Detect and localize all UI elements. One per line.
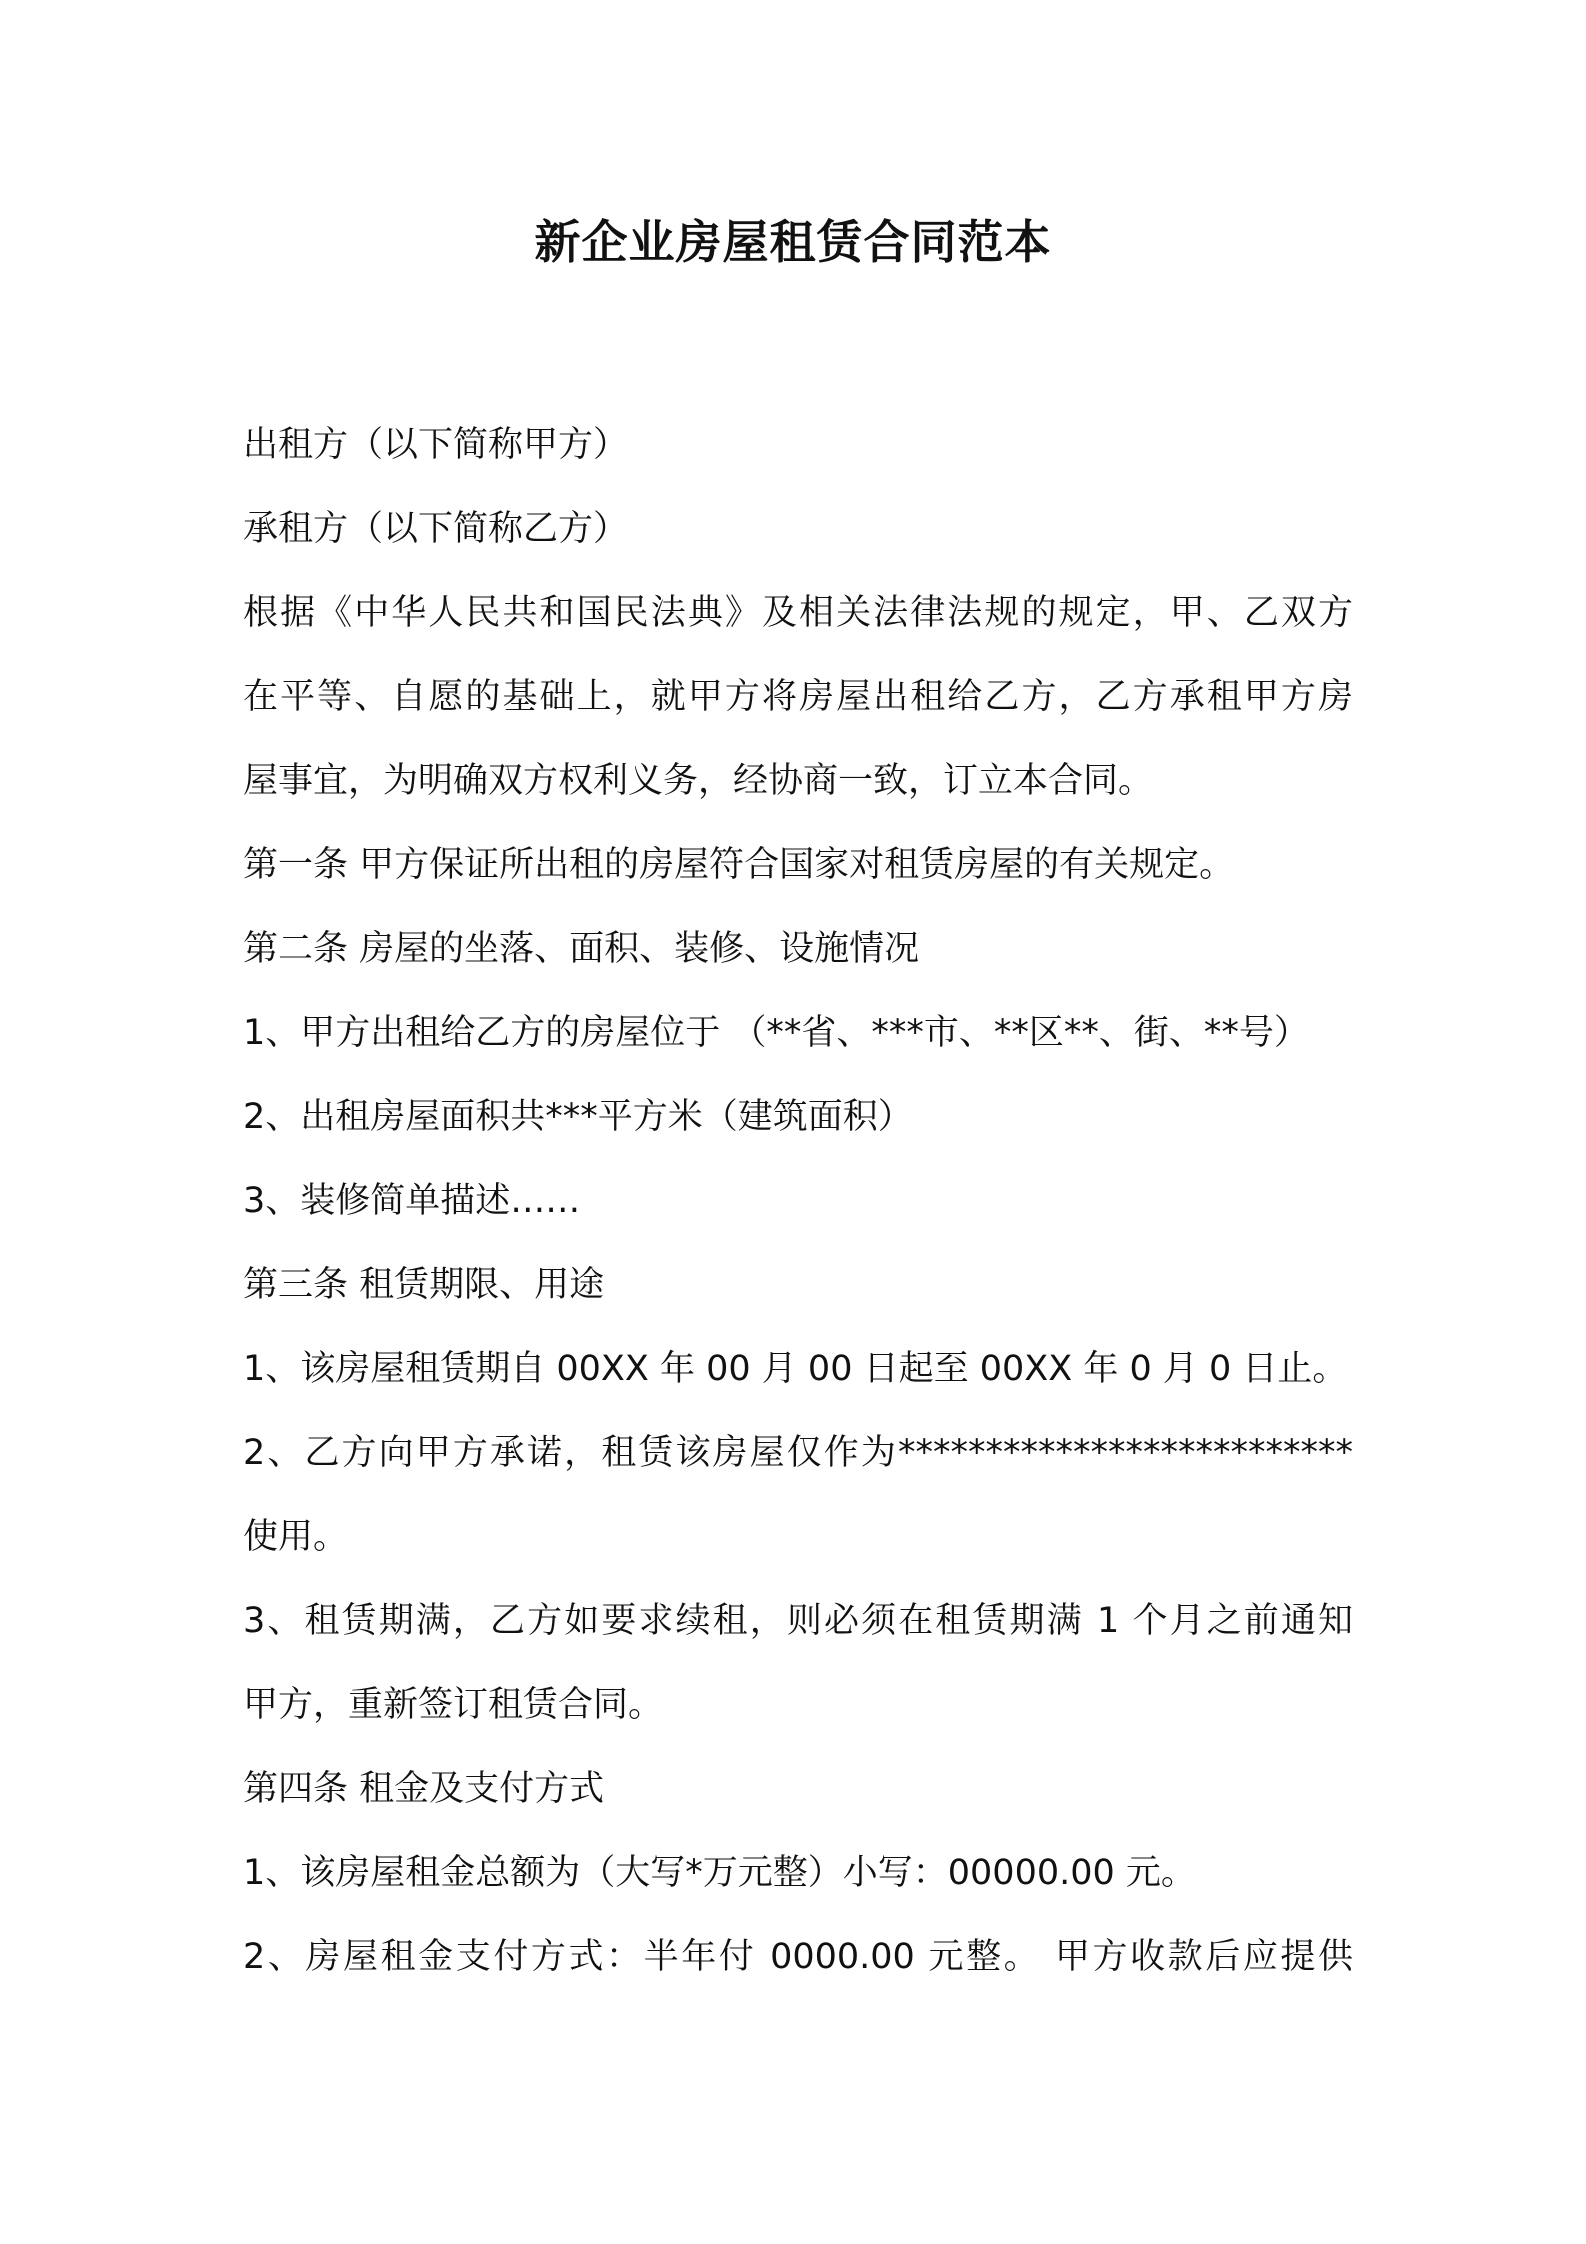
clause-item-usage-2: 使用。 xyxy=(243,1517,349,1557)
clause-line-preamble-2: 在平等、自愿的基础上，就甲方将房屋出租给乙方，乙方承租甲方房 xyxy=(243,677,1353,717)
clause-heading-article-4: 第四条 租金及支付方式 xyxy=(243,1769,605,1809)
clause-item-area: 2、出租房屋面积共***平方米（建筑面积） xyxy=(243,1097,913,1137)
clause-heading-article-2: 第二条 房屋的坐落、面积、装修、设施情况 xyxy=(243,929,920,969)
clause-line-lessor: 出租方（以下简称甲方） xyxy=(243,425,629,465)
clause-item-decoration: 3、装修简单描述…… xyxy=(243,1181,581,1221)
clause-item-rent-total: 1、该房屋租金总额为（大写*万元整）小写：00000.00 元。 xyxy=(243,1853,1196,1893)
clause-item-usage-1: 2、乙方向甲方承诺，租赁该房屋仅作为************************** xyxy=(243,1433,1353,1473)
clause-item-renewal-1: 3、租赁期满，乙方如要求续租，则必须在租赁期满 1 个月之前通知 xyxy=(243,1601,1353,1641)
clause-line-preamble-3: 屋事宜，为明确双方权利义务，经协商一致，订立本合同。 xyxy=(243,761,1154,801)
clause-line-lessee: 承租方（以下简称乙方） xyxy=(243,509,629,549)
clause-item-rent-payment: 2、房屋租金支付方式：半年付 0000.00 元整。 甲方收款后应提供 xyxy=(243,1937,1353,1977)
clause-item-term: 1、该房屋租赁期自 00XX 年 00 月 00 日起至 00XX 年 0 月 0 日止。 xyxy=(243,1349,1348,1389)
clause-line-preamble-1: 根据《中华人民共和国民法典》及相关法律法规的规定，甲、乙双方 xyxy=(243,593,1353,633)
clause-heading-article-1: 第一条 甲方保证所出租的房屋符合国家对租赁房屋的有关规定。 xyxy=(243,845,1235,885)
document-title: 新企业房屋租赁合同范本 xyxy=(534,215,1052,269)
clause-heading-article-3: 第三条 租赁期限、用途 xyxy=(243,1265,605,1305)
document-body xyxy=(243,403,1353,1999)
clause-item-location: 1、甲方出租给乙方的房屋位于 （**省、***市、**区**、街、**号） xyxy=(243,1013,1309,1053)
clause-item-renewal-2: 甲方，重新签订租赁合同。 xyxy=(243,1685,664,1725)
